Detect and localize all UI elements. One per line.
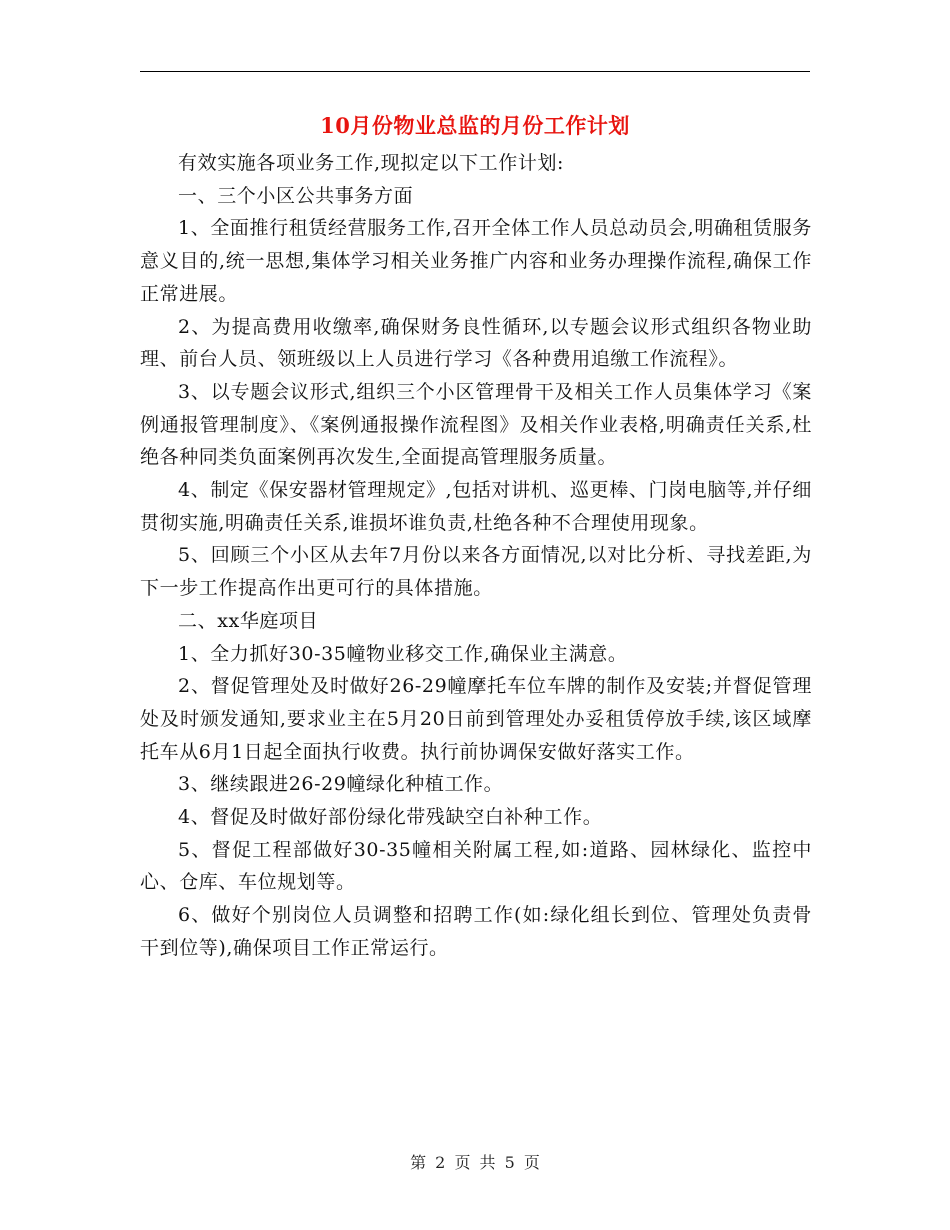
paragraph: 2、为提高费用收缴率,确保财务良性循环,以专题会议形式组织各物业助理、前台人员、领班级以上人员进行学习《各种费用追缴工作流程》。 (140, 315, 812, 371)
paragraph: 4、制定《保安器材管理规定》,包括对讲机、巡更棒、门岗电脑等,并仔细贯彻实施,明确责任关系,谁损坏谁负责,杜绝各种不合理使用现象。 (140, 479, 812, 534)
section-heading-2: 二、xx华庭项目 (178, 609, 319, 632)
paragraph: 1、全面推行租赁经营服务工作,召开全体工作人员总动员会,明确租赁服务意义目的,统一思想,集体学习相关业务推广内容和业务办理操作流程,确保工作正常进展。 (140, 217, 812, 305)
section-heading-1: 一、三个小区公共事务方面 (178, 184, 414, 207)
paragraph: 3、继续跟进26-29幢绿化种植工作。 (178, 773, 504, 796)
header-rule (140, 71, 810, 72)
document-title: 10月份物业总监的月份工作计划 (320, 113, 630, 138)
paragraph-intro: 有效实施各项业务工作,现拟定以下工作计划: (178, 152, 565, 174)
paragraph: 3、以专题会议形式,组织三个小区管理骨干及相关工作人员集体学习《案例通报管理制度》、《案例通报操作流程图》及相关作业表格,明确责任关系,杜绝各种同类负面案例再次发生,全面提高管理服务质量。 (140, 380, 812, 469)
document-body (140, 147, 812, 965)
paragraph: 1、全力抓好30-35幢物业移交工作,确保业主满意。 (178, 642, 628, 665)
page-number: 第 2 页 共 5 页 (410, 1153, 540, 1172)
paragraph: 2、督促管理处及时做好26-29幢摩托车位车牌的制作及安装;并督促管理处及时颁发通知,要求业主在5月20日前到管理处办妥租赁停放手续,该区域摩托车从6月1日起全面执行收费。执行前协调保安做好落实工作。 (140, 675, 812, 763)
paragraph: 5、督促工程部做好30-35幢相关附属工程,如:道路、园林绿化、监控中心、仓库、车位规划等。 (140, 838, 812, 894)
paragraph: 4、督促及时做好部份绿化带残缺空白补种工作。 (178, 806, 603, 829)
paragraph: 6、做好个别岗位人员调整和招聘工作(如:绿化组长到位、管理处负责骨干到位等),确保项目工作正常运行。 (140, 904, 812, 959)
paragraph: 5、回顾三个小区从去年7月份以来各方面情况,以对比分析、寻找差距,为下一步工作提高作出更可行的具体措施。 (140, 544, 812, 600)
